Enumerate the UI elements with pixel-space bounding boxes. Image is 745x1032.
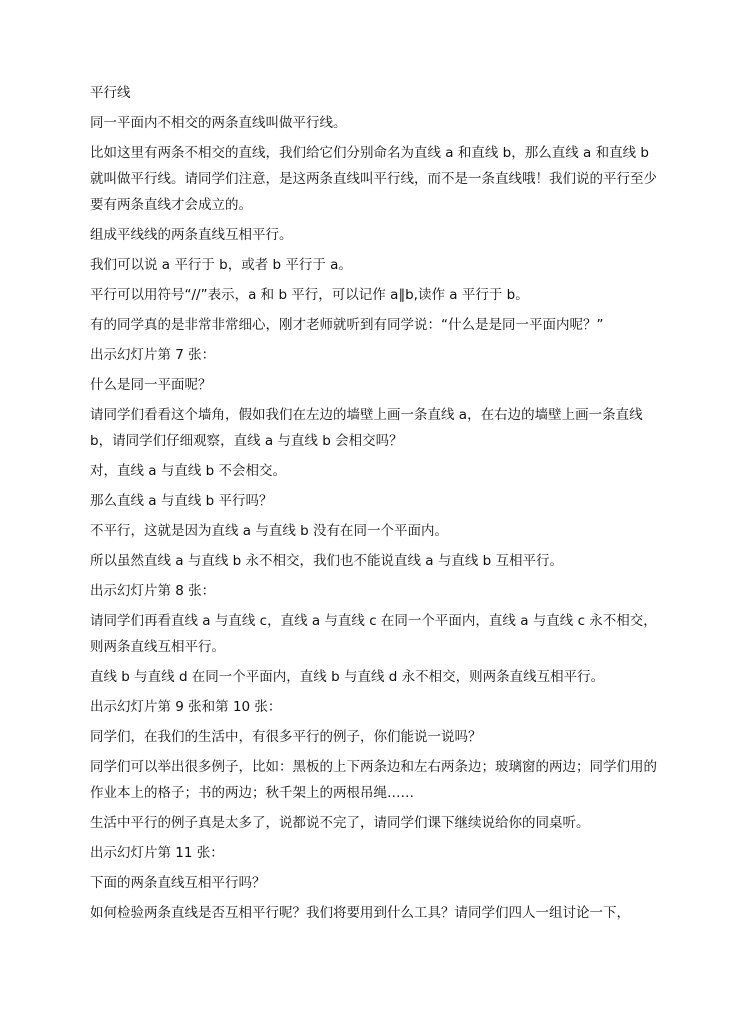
- paragraph-20: 生活中平行的例子真是太多了，说都说不完了，请同学们课下继续说给你的同桌听。: [90, 815, 590, 831]
- paragraph-6: 有的同学真的是非常非常细心，刚才老师就听到有同学说：“什么是是同一平面内呢？”: [90, 317, 604, 333]
- paragraph-3: 组成平线线的两条直线互相平行。: [90, 227, 293, 243]
- paragraph-7: 出示幻灯片第 7 张：: [90, 347, 216, 363]
- paragraph-12: 不平行，这就是因为直线 a 与直线 b 没有在同一个平面内。: [90, 523, 449, 539]
- paragraph-15: 请同学们再看直线 a 与直线 c，直线 a 与直线 c 在同一个平面内，直线 a 与直线 c 永不相交，则两条直线互相平行。: [90, 613, 657, 655]
- paragraph-1: 同一平面内不相交的两条直线叫做平行线。: [90, 115, 347, 131]
- paragraph-16: 直线 b 与直线 d 在同一个平面内，直线 b 与直线 d 永不相交，则两条直线互相平行。: [90, 669, 605, 685]
- paragraph-9: 请同学们看看这个墙角，假如我们在左边的墙壁上画一条直线 a，在右边的墙壁上画一条直线 b，请同学们仔细观察，直线 a 与直线 b 会相交吗？: [90, 407, 643, 449]
- paragraph-5: 平行可以用符号“//”表示，a 和 b 平行，可以记作 a∥b,读作 a 平行于 b。: [90, 287, 529, 303]
- document-page: [90, 80, 660, 930]
- paragraph-19: 同学们可以举出很多例子，比如：黑板的上下两条边和左右两条边；玻璃窗的两边；同学们用的作业本上的格子；书的两边；秋千架上的两根吊绳……: [90, 759, 657, 801]
- paragraph-4: 我们可以说 a 平行于 b，或者 b 平行于 a。: [90, 257, 352, 273]
- document-title: 平行线: [90, 85, 131, 101]
- paragraph-22: 下面的两条直线互相平行吗？: [90, 875, 266, 891]
- paragraph-21: 出示幻灯片第 11 张：: [90, 845, 224, 861]
- paragraph-18: 同学们，在我们的生活中，有很多平行的例子，你们能说一说吗？: [90, 729, 482, 745]
- paragraph-13: 所以虽然直线 a 与直线 b 永不相交，我们也不能说直线 a 与直线 b 互相平行。: [90, 553, 564, 569]
- paragraph-8: 什么是同一平面呢？: [90, 377, 212, 393]
- paragraph-23: 如何检验两条直线是否互相平行呢？我们将要用到什么工具？请同学们四人一组讨论一下，: [90, 905, 630, 921]
- paragraph-2: 比如这里有两条不相交的直线，我们给它们分别命名为直线 a 和直线 b，那么直线 a 和直线 b 就叫做平行线。请同学们注意，是这两条直线叫平行线，而不是一条直线哦！我们说的平行至少要有两条直线才会成立的。: [90, 145, 657, 213]
- paragraph-14: 出示幻灯片第 8 张：: [90, 583, 216, 599]
- paragraph-17: 出示幻灯片第 9 张和第 10 张：: [90, 699, 282, 715]
- paragraph-10: 对，直线 a 与直线 b 不会相交。: [90, 463, 287, 479]
- paragraph-11: 那么直线 a 与直线 b 平行吗？: [90, 493, 273, 509]
